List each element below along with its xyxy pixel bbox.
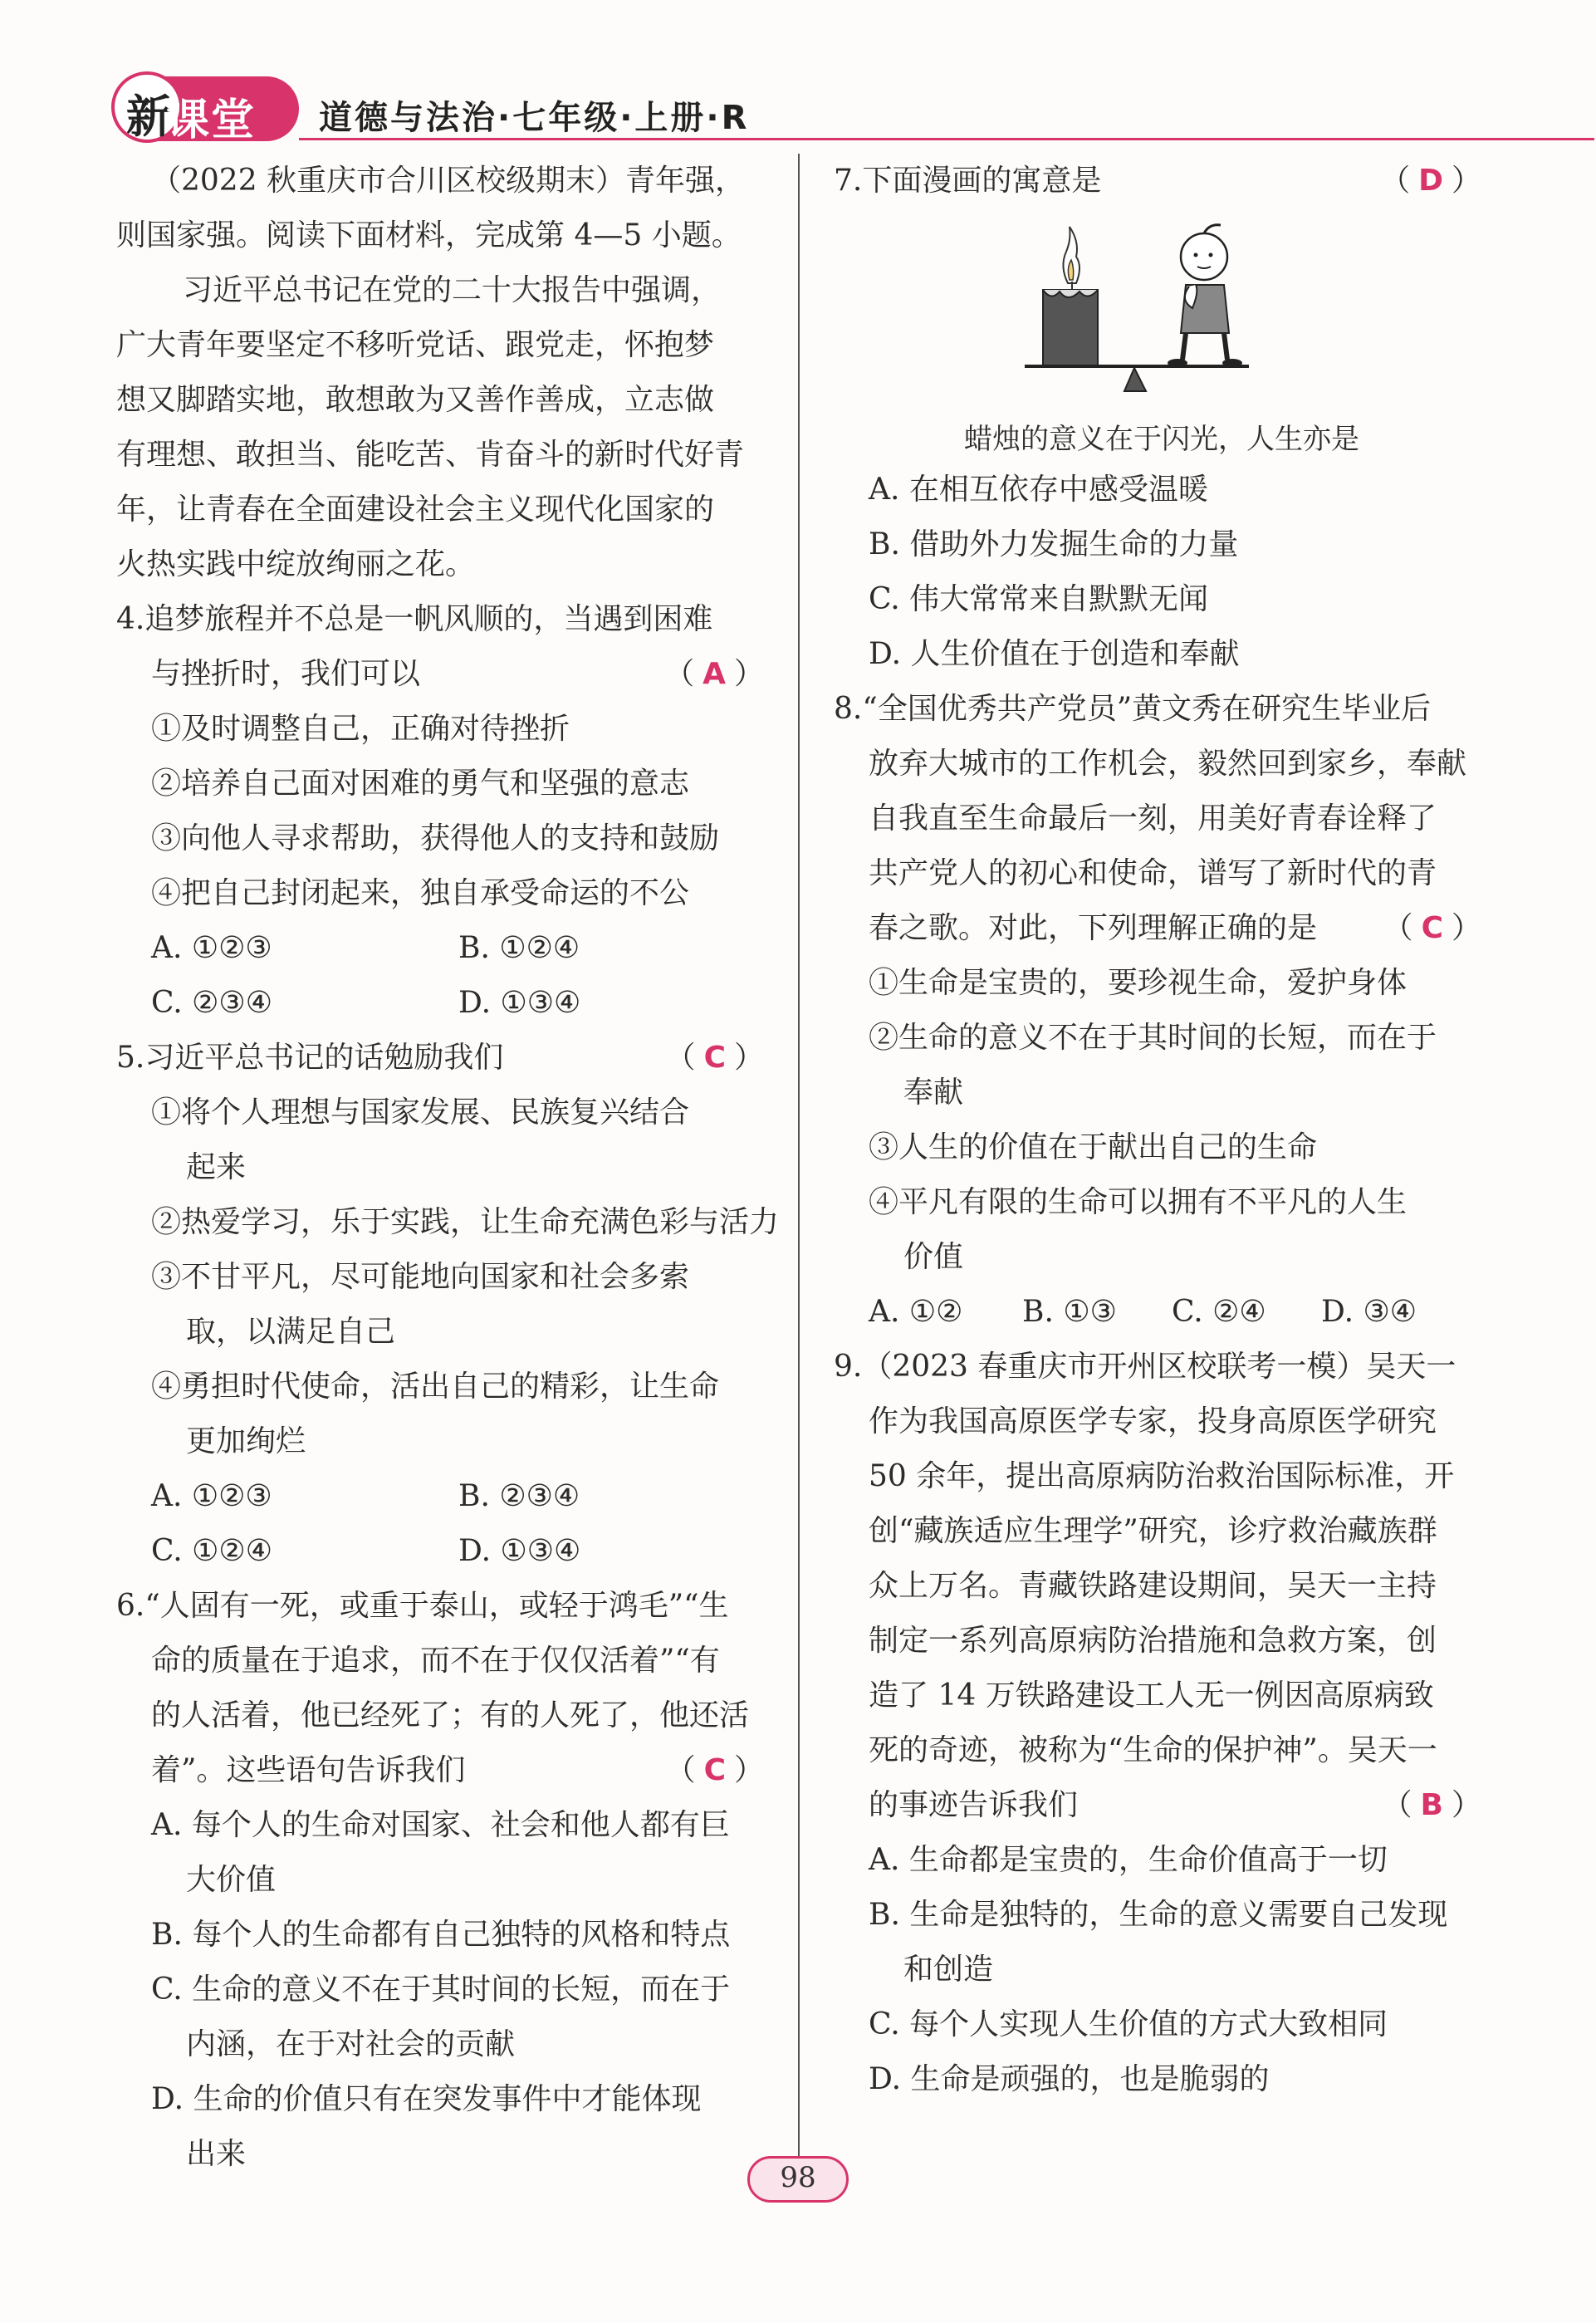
answer-letter: B [1420,1788,1452,1822]
question-6-stem-cont [116,1743,772,1798]
option-b: B. ②③④ [458,1479,580,1513]
question-9-stem: 50 余年，提出高原病防治救治国际标准，开 [869,1459,1455,1493]
question-6-stem: 的人活着，他已经死了；有的人死了，他还活 [151,1698,750,1732]
option-c: C. ②③④ [151,986,272,1020]
book-subtitle: 道德与法治·七年级·上册·R [319,99,750,137]
page-header [116,76,1486,143]
passage-line: 习近平总书记在党的二十大报告中强调， [183,273,722,307]
answer-bracket-open: （ [1383,911,1422,945]
header-rule [299,138,1594,140]
question-8-answer [1383,901,1490,956]
statement-item: ③向他人寻求帮助，获得他人的支持和鼓励 [151,821,720,855]
option-cont: 内涵，在于对社会的贡献 [186,2027,516,2061]
option-c: C. 生命的意义不在于其时间的长短，而在于 [151,1973,731,2007]
option-d: D. ①③④ [458,1534,581,1568]
statement-item: ①生命是宝贵的，要珍视生命，爱护身体 [869,966,1408,1000]
statement-item-cont: 更加绚烂 [186,1424,306,1458]
question-8-stem: 8.“全国优秀共产党员”黄文秀在研究生毕业后 [834,692,1432,726]
statement-item: ④平凡有限的生命可以拥有不平凡的人生 [869,1185,1408,1219]
question-6-stem-text: 着”。这些语句告诉我们 [151,1753,466,1787]
candle-icon [1043,227,1098,366]
question-8-stem: 自我直至生命最后一刻，用美好青春诠释了 [869,801,1437,836]
option-d: D. ③④ [1321,1295,1417,1329]
passage-line: 年，让青春在全面建设社会主义现代化国家的 [116,493,715,527]
answer-bracket-open: （ [665,1753,704,1787]
question-7-stem-text: 7.下面漫画的寓意是 [834,164,1102,198]
answer-bracket-close: ） [733,1041,772,1075]
page-number-badge [747,2156,849,2203]
answer-bracket-close: ） [733,657,772,691]
question-4-stem-cont [116,647,772,702]
question-7-stem [834,154,1490,208]
answer-bracket-open: （ [665,1041,704,1075]
question-9-stem: 众上万名。青藏铁路建设期间，吴天一主持 [869,1569,1437,1603]
option-d: D. 生命是顽强的，也是脆弱的 [869,2062,1270,2096]
answer-bracket-close: ） [1451,164,1490,198]
option-row [834,1285,1490,1340]
passage-line: 广大青年要坚定不移听党话、跟党走，怀抱梦 [116,328,715,362]
question-5-stem-text: 5.习近平总书记的话勉励我们 [116,1041,504,1075]
option-a: A. 在相互依存中感受温暖 [869,473,1208,507]
question-9-stem: 9.（2023 春重庆市开州区校联考一模）吴天一 [834,1350,1456,1384]
left-column [116,154,780,2182]
option-row [116,921,772,976]
question-9-stem: 创“藏族适应生理学”研究，诊疗救治藏族群 [869,1514,1437,1548]
cartoon-caption: 蜡烛的意义在于闪光，人生亦是 [964,423,1359,456]
question-9-answer [1383,1778,1490,1833]
option-b: B. 生命是独特的，生命的意义需要自己发现 [869,1898,1448,1932]
statement-item: ①及时调整自己，正确对待挫折 [151,712,570,746]
option-a: A. 每个人的生命对国家、社会和他人都有巨 [151,1808,730,1842]
answer-letter: C [1421,911,1452,945]
answer-letter: A [703,657,734,691]
option-b: B. 每个人的生命都有自己独特的风格和特点 [151,1918,731,1952]
option-b: B. 借助外力发掘生命的力量 [869,527,1239,561]
answer-bracket-close: ） [1451,1788,1490,1822]
question-8-stem-text: 春之歌。对此，下列理解正确的是 [869,911,1318,945]
question-4-stem: 4.追梦旅程并不总是一帆风顺的，当遇到困难 [116,602,713,636]
statement-item: ①将个人理想与国家发展、民族复兴结合 [151,1095,690,1130]
statement-item: ④把自己封闭起来，独自承受命运的不公 [151,876,690,910]
answer-bracket-close: ） [733,1753,772,1787]
statement-item-cont: 起来 [186,1150,247,1184]
option-a: A. ①② [869,1295,963,1329]
answer-bracket-open: （ [664,657,703,691]
option-c: C. ②④ [1172,1295,1266,1329]
option-c: C. 每个人实现人生价值的方式大致相同 [869,2007,1388,2041]
answer-bracket-open: （ [1382,1788,1421,1822]
statement-item: ②培养自己面对困难的勇气和坚强的意志 [151,767,690,801]
logo-text: 课堂 [166,96,257,145]
passage-line: 火热实践中绽放绚丽之花。 [116,547,476,581]
right-column [834,154,1490,2107]
option-b: B. ①③ [1022,1295,1117,1329]
option-cont: 和创造 [903,1953,994,1987]
option-a: A. ①②③ [151,931,272,965]
option-d: D. 生命的价值只有在突发事件中才能体现 [151,2082,702,2116]
candle-seesaw-cartoon [834,208,1490,416]
answer-letter: C [703,1041,734,1075]
statement-item-cont: 价值 [903,1240,964,1274]
question-6-stem: 命的质量在于追求，而不在于仅仅活着”“有 [151,1644,720,1678]
question-8-stem: 共产党人的初心和使命，谱写了新时代的青 [869,856,1437,890]
question-5-stem [116,1031,772,1086]
seesaw-icon [1025,366,1249,391]
intro-line: 则国家强。阅读下面材料，完成第 4—5 小题。 [116,218,742,252]
question-9-stem: 造了 14 万铁路建设工人无一例因高原病致 [869,1679,1434,1713]
passage-line: 有理想、敢担当、能吃苦、肯奋斗的新时代好青 [116,438,745,472]
question-9-stem-cont [834,1778,1490,1833]
answer-bracket-close: ） [1451,911,1490,945]
answer-letter: D [1418,164,1452,198]
question-7-answer [1380,154,1490,208]
statement-item: ②热爱学习，乐于实践，让生命充满色彩与活力 [151,1205,780,1239]
option-c: C. ①②④ [151,1534,272,1568]
cartoon-illustration [834,208,1490,416]
statement-item: ④勇担时代使命，活出自己的精彩，让生命 [151,1370,720,1404]
intro-line: （2022 秋重庆市合川区校级期末）青年强， [151,164,746,198]
answer-bracket-open: （ [1380,164,1419,198]
statement-item-cont: 奉献 [903,1076,964,1110]
answer-letter: C [703,1753,734,1787]
statement-item: ②生命的意义不在于其时间的长短，而在于 [869,1021,1437,1055]
logo-first-char: 新 [126,91,171,143]
question-4-stem-text: 与挫折时，我们可以 [151,657,421,691]
option-a: A. ①②③ [151,1479,272,1513]
option-row [116,1469,772,1524]
question-6-stem: 6.“人固有一死，或重于泰山，或轻于鸿毛”“生 [116,1589,729,1623]
question-5-answer [666,1031,772,1086]
option-cont: 出来 [186,2137,247,2171]
statement-item: ③人生的价值在于献出自己的生命 [869,1130,1318,1164]
question-8-stem-cont [834,901,1490,956]
question-9-stem: 作为我国高原医学专家，投身高原医学研究 [869,1404,1437,1438]
statement-item-cont: 取，以满足自己 [186,1315,396,1349]
option-row [116,1524,772,1579]
option-row [116,976,772,1031]
page-number: 98 [780,2161,816,2194]
question-9-stem: 死的奇迹，被称为“生命的保护神”。吴天一 [869,1733,1437,1767]
option-d: D. ①③④ [458,986,581,1020]
question-9-stem-text: 的事迹告诉我们 [869,1788,1079,1822]
brand-logo [116,76,299,145]
question-8-stem: 放弃大城市的工作机会，毅然回到家乡，奉献 [869,747,1467,781]
question-6-answer [666,1743,772,1798]
option-a: A. 生命都是宝贵的，生命价值高于一切 [869,1843,1388,1877]
statement-item: ③不甘平凡，尽可能地向国家和社会多索 [151,1260,690,1294]
person-icon [1168,225,1242,367]
option-b: B. ①②④ [458,931,580,965]
passage-line: 想又脚踏实地，敢想敢为又善作善成，立志做 [116,383,715,417]
question-9-stem: 制定一系列高原病防治措施和急救方案，创 [869,1624,1437,1658]
question-4-answer [664,647,772,702]
option-cont: 大价值 [186,1863,277,1897]
option-c: C. 伟大常常来自默默无闻 [869,582,1209,616]
column-divider [798,154,800,2172]
option-d: D. 人生价值在于创造和奉献 [869,637,1240,671]
